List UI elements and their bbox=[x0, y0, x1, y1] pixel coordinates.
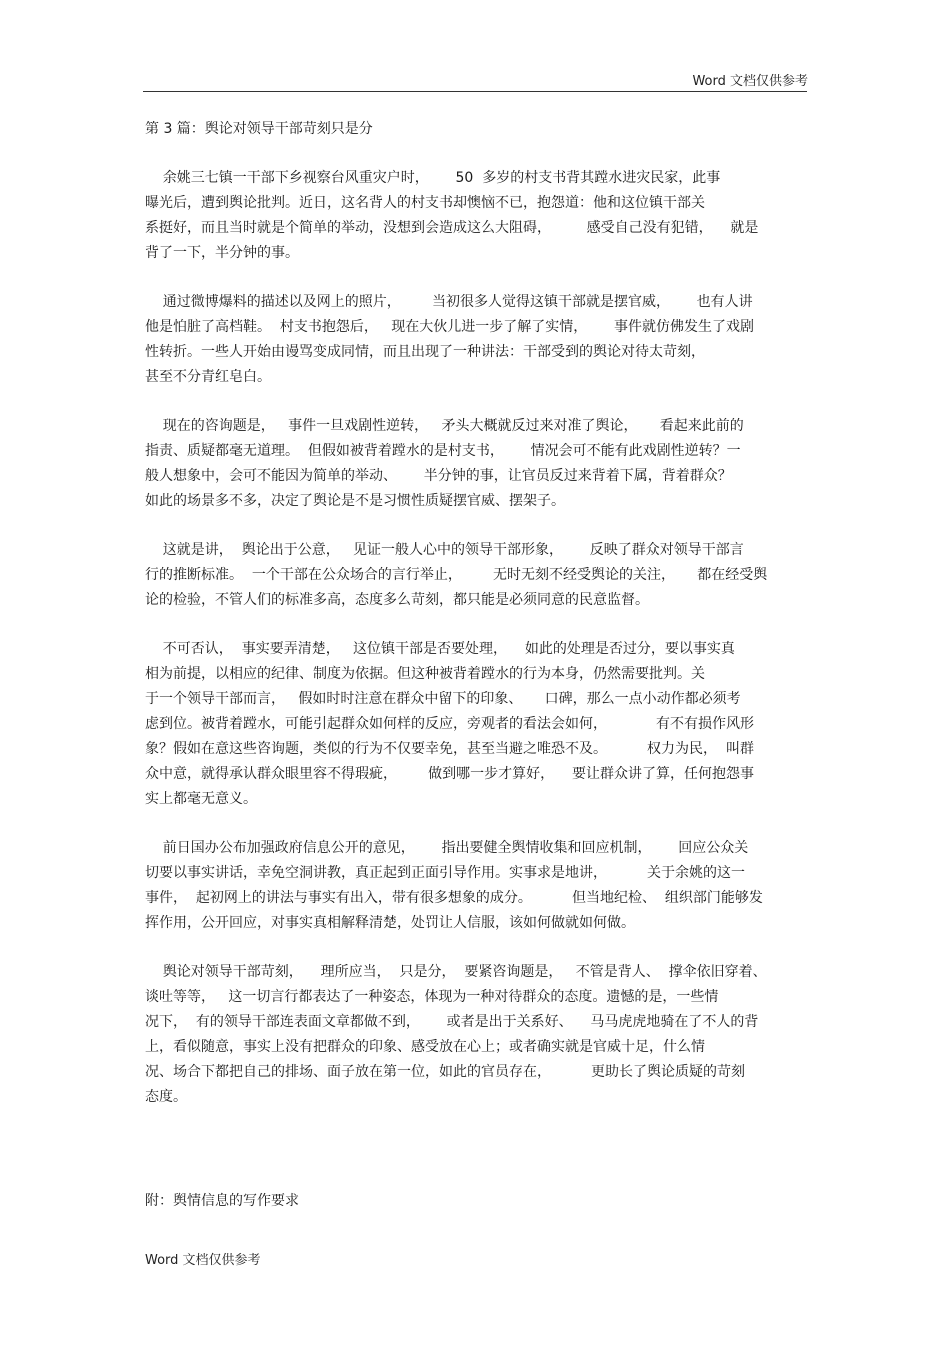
text-line: 行的推断标准。 一个干部在公众场合的言行举止， 无时无刻不经受舆论的关注， 都在经受舆 bbox=[145, 567, 768, 583]
text-line: 曝光后，遭到舆论批判。近日，这名背人的村支书却懊恼不已，抱怨道：他和这位镇干部关 bbox=[145, 195, 705, 211]
text-line: 如此的场景多不多，决定了舆论是不是习惯性质疑摆官威、摆架子。 bbox=[145, 493, 565, 509]
paragraph-6 bbox=[145, 836, 805, 936]
text-line: 相为前提，以相应的纪律、制度为依据。但这种被背着蹚水的行为本身，仍然需要批判。关 bbox=[145, 666, 705, 682]
paragraph-3 bbox=[145, 414, 805, 514]
page-footer: Word 文档仅供参考 bbox=[145, 1253, 261, 1268]
document-title: 第 3 篇：舆论对领导干部苛刻只是分 bbox=[145, 121, 373, 137]
paragraph-1 bbox=[145, 166, 805, 266]
text-line: 况、场合下都把自己的排场、面子放在第一位，如此的官员存在， 更助长了舆论质疑的苛刻 bbox=[145, 1064, 746, 1080]
text-line: 指责、质疑都毫无道理。 但假如被背着蹚水的是村支书， 情况会可不能有此戏剧性逆转？一 bbox=[145, 443, 741, 459]
text-line: 实上都毫无意义。 bbox=[145, 791, 257, 807]
text-line: 背了一下，半分钟的事。 bbox=[145, 245, 299, 261]
text-line: 虑到位。被背着蹚水，可能引起群众如何样的反应，旁观者的看法会如何， 有不有损作风形 bbox=[145, 716, 754, 732]
text-line: 事件， 起初网上的讲法与事实有出入，带有很多想象的成分。 但当地纪检、 组织部门能够发 bbox=[145, 890, 763, 906]
text-line: 谈吐等等， 这一切言行都表达了一种姿态，体现为一种对待群众的态度。遗憾的是，一些情 bbox=[145, 989, 719, 1005]
paragraph-4 bbox=[145, 538, 805, 613]
text-line: 性转折。一些人开始由谩骂变成同情，而且出现了一种讲法：干部受到的舆论对待太苛刻， bbox=[145, 344, 705, 360]
paragraph-7 bbox=[145, 960, 805, 1110]
text-line: 现在的咨询题是， 事件一旦戏剧性逆转， 矛头大概就反过来对准了舆论， 看起来此前的 bbox=[145, 418, 744, 434]
text-line: 象？假如在意这些咨询题，类似的行为不仅要幸免，甚至当避之唯恐不及。 权力为民， 叫群 bbox=[145, 741, 754, 757]
document-body bbox=[145, 118, 805, 1110]
text-line: 上，看似随意，事实上没有把群众的印象、感受放在心上；或者确实就是官威十足，什么情 bbox=[145, 1039, 705, 1055]
text-line: 态度。 bbox=[145, 1089, 187, 1105]
text-line: 挥作用，公开回应，对事实真相解释清楚，处罚让人信服，该如何做就如何做。 bbox=[145, 915, 635, 931]
text-line: 论的检验，不管人们的标准多高，态度多么苛刻，都只能是必须同意的民意监督。 bbox=[145, 592, 649, 608]
header-divider bbox=[143, 91, 807, 92]
text-line: 众中意，就得承认群众眼里容不得瑕疵， 做到哪一步才算好， 要让群众讲了算，任何抱怨事 bbox=[145, 766, 754, 782]
paragraph-5 bbox=[145, 637, 805, 812]
text-line: 于一个领导干部而言， 假如时时注意在群众中留下的印象、 口碑，那么一点小动作都必须考 bbox=[145, 691, 741, 707]
page-header: Word 文档仅供参考 bbox=[692, 74, 808, 89]
text-line: 系挺好，而且当时就是个简单的举动，没想到会造成这么大阻碍， 感受自己没有犯错， 就是 bbox=[145, 220, 759, 236]
appendix-heading: 附：舆情信息的写作要求 bbox=[145, 1193, 299, 1209]
text-line: 这就是讲， 舆论出于公意， 见证一般人心中的领导干部形象， 反映了群众对领导干部言 bbox=[145, 542, 744, 558]
text-line: 甚至不分青红皂白。 bbox=[145, 369, 271, 385]
text-line: 通过微博爆料的描述以及网上的照片， 当初很多人觉得这镇干部就是摆官威， 也有人讲 bbox=[145, 294, 753, 310]
text-line: 舆论对领导干部苛刻， 理所应当， 只是分， 要紧咨询题是， 不管是背人、 撑伞依旧穿着、 bbox=[145, 964, 767, 980]
text-line: 况下， 有的领导干部连表面文章都做不到， 或者是出于关系好、 马马虎虎地骑在了不人的背 bbox=[145, 1014, 759, 1030]
text-line: 余姚三七镇一干部下乡视察台风重灾户时， 50 多岁的村支书背其蹚水进灾民家，此事 bbox=[145, 170, 721, 186]
text-line: 般人想象中，会可不能因为简单的举动、 半分钟的事，让官员反过来背着下属，背着群众？ bbox=[145, 468, 732, 484]
text-line: 前日国办公布加强政府信息公开的意见， 指出要健全舆情收集和回应机制， 回应公众关 bbox=[145, 840, 749, 856]
text-line: 他是怕脏了高档鞋。 村支书抱怨后， 现在大伙儿进一步了解了实情， 事件就仿佛发生了戏剧 bbox=[145, 319, 754, 335]
paragraph-2 bbox=[145, 290, 805, 390]
text-line: 不可否认， 事实要弄清楚， 这位镇干部是否要处理， 如此的处理是否过分，要以事实真 bbox=[145, 641, 735, 657]
text-line: 切要以事实讲话，幸免空洞讲教，真正起到正面引导作用。实事求是地讲， 关于余姚的这一 bbox=[145, 865, 746, 881]
